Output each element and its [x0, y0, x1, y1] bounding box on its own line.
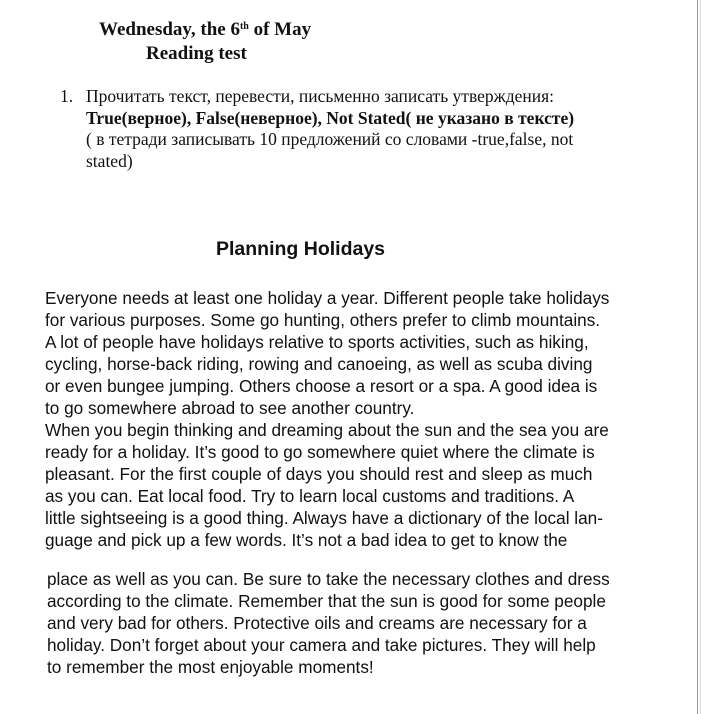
text-line: cycling, horse-back riding, rowing and canoeing, as well as scuba diving	[45, 354, 593, 374]
article-title: Planning Holidays	[216, 238, 386, 260]
task-line-4: stated)	[86, 150, 133, 171]
text-line: ready for a holiday. It’s good to go somewhere quiet where the climate is	[45, 442, 595, 462]
date-suffix: of May	[248, 19, 312, 40]
text-line: Everyone needs at least one holiday a year. Different people take holidays	[45, 288, 610, 308]
task-number: 1.	[60, 86, 74, 106]
text-line: A lot of people have holidays relative to sports activities, such as hiking,	[45, 332, 589, 352]
text-line: and very bad for others. Protective oils and creams are necessary for a	[47, 613, 587, 633]
text-line: according to the climate. Remember that the sun is good for some people	[47, 591, 606, 611]
test-title: Reading test	[146, 43, 247, 64]
text-line: or even bungee jumping. Others choose a resort or a spa. A good idea is	[45, 376, 598, 396]
date-heading	[99, 19, 311, 41]
text-line: for various purposes. Some go hunting, others prefer to climb mountains.	[45, 310, 601, 330]
page-edge	[697, 0, 698, 714]
text-line: pleasant. For the first couple of days you should rest and sleep as much	[45, 464, 593, 484]
text-line: place as well as you can. Be sure to take the necessary clothes and dress	[47, 569, 610, 589]
article-paragraph-1	[45, 287, 665, 551]
date-prefix: Wednesday, the 6	[99, 19, 240, 40]
text-line: When you begin thinking and dreaming about the sun and the sea you are	[45, 420, 609, 440]
text-line: to remember the most enjoyable moments!	[47, 657, 374, 677]
task-line-1: Прочитать текст, перевести, письменно записать утверждения:	[86, 86, 555, 106]
text-line: to go somewhere abroad to see another country.	[45, 398, 415, 418]
article-paragraph-2	[47, 568, 667, 678]
text-line: guage and pick up a few words. It’s not a bad idea to get to know the	[45, 530, 568, 550]
text-line: as you can. Eat local food. Try to learn local customs and traditions. A	[45, 486, 575, 506]
task-instruction	[60, 86, 640, 172]
text-line: little sightseeing is a good thing. Always have a dictionary of the local lan-	[45, 508, 603, 528]
page-edge-shadow	[700, 0, 701, 714]
date-ordinal: th	[239, 21, 249, 32]
task-line-2: True(верное), False(неверное), Not Stated( не указано в тексте)	[86, 107, 575, 128]
task-line-3: ( в тетради записывать 10 предложений со словами -true,false, not	[86, 129, 574, 149]
text-line: holiday. Don’t forget about your camera and take pictures. They will help	[47, 635, 596, 655]
